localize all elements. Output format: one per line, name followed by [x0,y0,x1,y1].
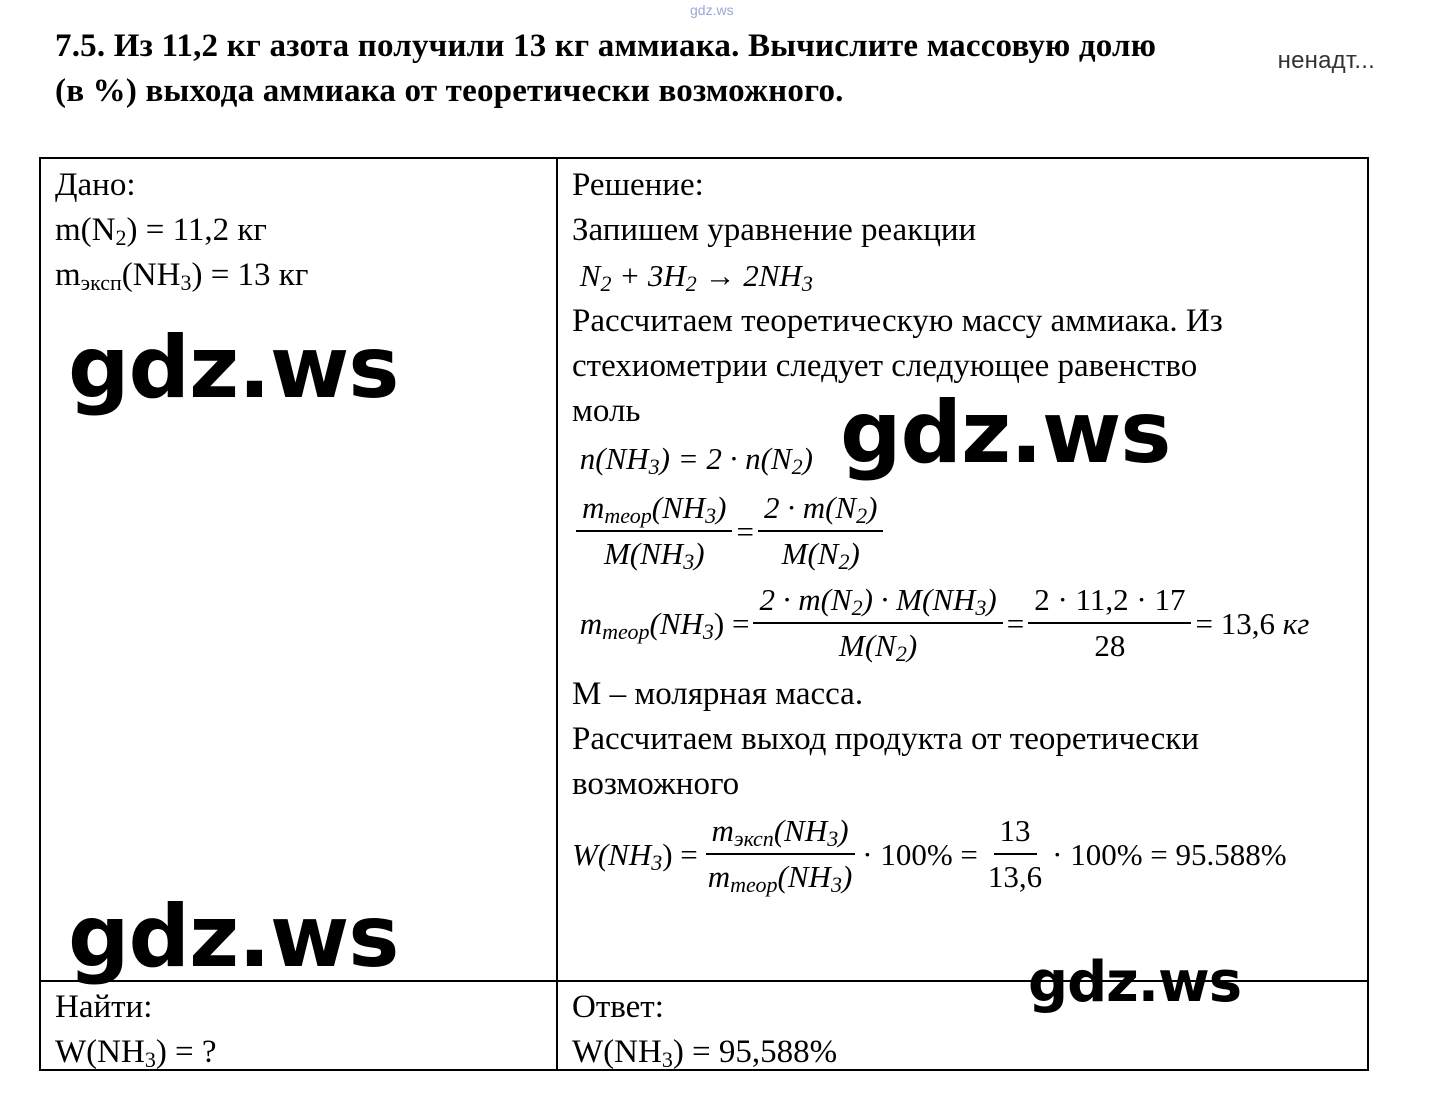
given-title: Дано: [55,167,136,203]
top-watermark: gdz.ws [690,2,734,18]
fraction-right: $\frac{2 \cdot m(N_2)}{M(N_2)}$ [758,488,883,574]
given-item-2: $m_{эксп}(NH_3) = 13$ кг [55,257,309,295]
yield-equation: $W(NH_3)$ = $\frac{m_{эксп}(NH_3)}{m_{теор}(NH_3)}$ · 100% = $\frac{13}{13,6}$ · 100% = 95.588% [572,813,1287,897]
find-item: $W(NH_3)$ = ? [55,1034,217,1072]
problem-line-1: 7.5. Из 11,2 кг азота получили 13 кг аммиака. Вычислите массовую долю [55,28,1157,64]
solution-line-7: возможного [572,766,740,802]
answer-cell [572,985,837,1075]
watermark-3: gdz.ws [68,887,399,987]
solution-title: Решение: [572,167,704,203]
solution-line-3: стехиометрии следует следующее равенство [572,348,1198,384]
theoretical-mass-equation: $m_{теор}(NH_3)$ = $\frac{2 \cdot m(N_2) \cdot M(NH_3)}{M(N_2)}$ = $\frac{2 \cdot 11,2 \cdot 17}{28}$ = 13,6 кг [579,582,1310,666]
answer-item: $W(NH_3) = 95,588\%$ [572,1034,838,1072]
mass-ratio-equation: $\frac{m_{теор}(NH_3)}{M(NH_3)}$ = $\frac{2 \cdot m(N_2)}{M(N_2)}$ [572,488,1362,574]
solution-line-4: моль [572,393,641,429]
watermark-2: gdz.ws [840,383,1171,483]
problem-overlay-text: ненадт... [1277,47,1375,74]
fraction-mass-formula: $\frac{2 \cdot m(N_2) \cdot M(NH_3)}{M(N_2)}$ [753,580,1002,666]
mole-equation: $n(NH_3) = 2 \cdot n(N_2)$ [579,441,813,479]
solution-line-2: Рассчитаем теоретическую массу аммиака. Из [572,303,1223,339]
given-cell [55,163,308,298]
reaction-equation: $N_2 + 3H_2 \to 2NH_3$ [579,258,813,296]
given-item-1: $m(N_2) = 11,2$ кг [55,212,267,250]
solution-line-1: Запишем уравнение реакции [572,212,977,248]
fraction-left: $\frac{m_{теор}(NH_3)}{M(NH_3)}$ [576,488,732,574]
fraction-yield-numbers: $\frac{13}{13,6}$ [987,813,1043,894]
solution-cell [572,163,1362,897]
table-vertical-divider [556,159,558,1069]
problem-statement [55,24,1385,114]
problem-line-2: (в %) выхода аммиака от теоретически возможного. [55,73,844,109]
watermark-1: gdz.ws [68,318,399,418]
solution-line-6: Рассчитаем выход продукта от теоретически [572,721,1199,757]
find-title: Найти: [55,989,153,1025]
solution-line-5: М – молярная масса. [572,676,864,712]
fraction-mass-numbers: $\frac{2 \cdot 11,2 \cdot 17}{28}$ [1028,580,1191,666]
find-cell [55,985,217,1075]
watermark-4: gdz.ws [1028,950,1242,1015]
answer-title: Ответ: [572,989,664,1025]
fraction-yield-formula: $\frac{m_{эксп}(NH_3)}{m_{теор}(NH_3)}$ [702,811,858,897]
